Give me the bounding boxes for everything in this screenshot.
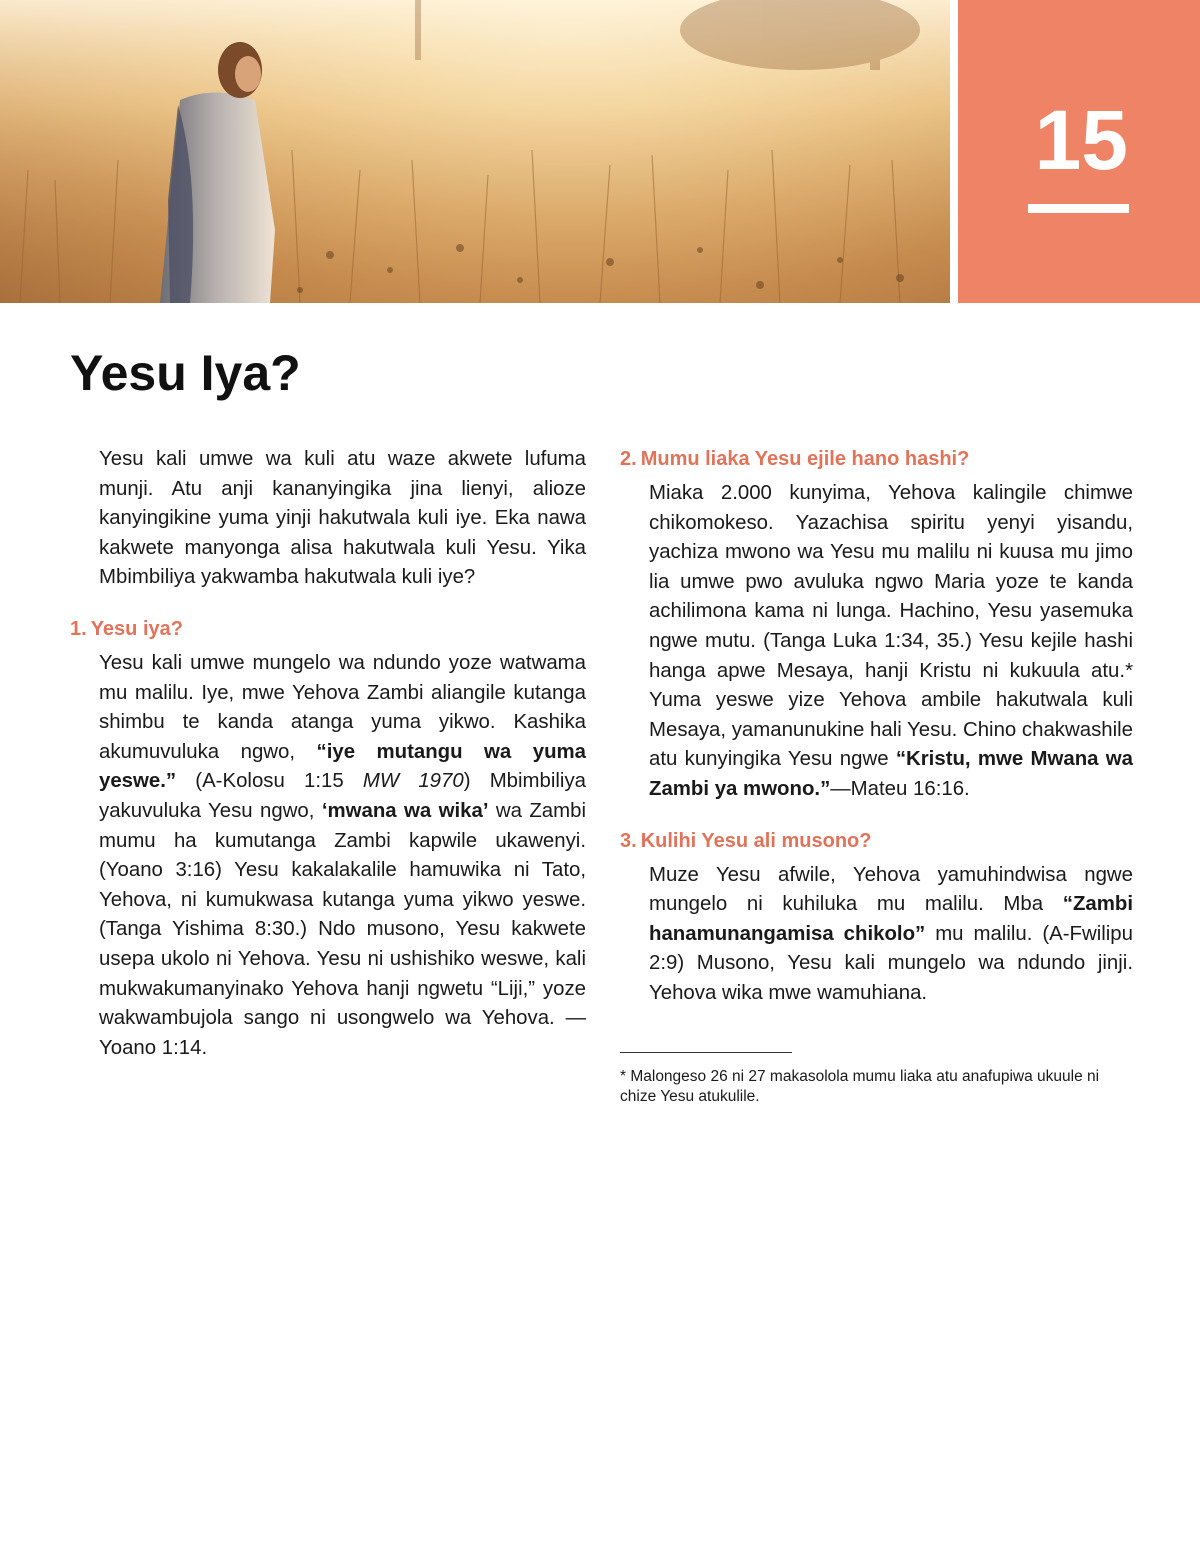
- question-text: Kulihi Yesu ali musono?: [640, 829, 872, 852]
- question-heading: [70, 615, 586, 643]
- answer-paragraph: [649, 861, 1133, 1009]
- question-text: Mumu liaka Yesu ejile hano hashi?: [640, 448, 970, 470]
- right-column: [620, 445, 1133, 1031]
- italic-text: MW 1970: [362, 770, 464, 793]
- question-number: 2.: [620, 448, 637, 470]
- question-text: Yesu iya?: [90, 617, 183, 640]
- question-heading: [620, 827, 1133, 855]
- question-number: 3.: [620, 829, 637, 852]
- bold-quote: “Zambi hanamunangamisa chikolo”: [649, 893, 1133, 945]
- footnote-divider: [620, 1052, 792, 1053]
- hero-image: [0, 0, 950, 303]
- page-title: Yesu Iya?: [70, 345, 301, 401]
- field-scene-illustration: [0, 0, 950, 303]
- text-run: Yesu kali umwe mungelo wa ndundo yoze watwama mu malilu. Iye, mwe Yehova Zambi aliangile kutanga shimbu te kanda atanga yuma yikwo. Kashika akumuvuluka ngwo,: [99, 651, 586, 763]
- lesson-number: 15: [1034, 93, 1128, 187]
- text-run: ) Mbimbiliya yakuvuluka Yesu ngwo,: [99, 770, 586, 822]
- bold-quote: ‘mwana wa wika’: [321, 799, 489, 822]
- text-run: mu malilu. (A-Fwilipu 2:9) Musono, Yesu kali mungelo wa ndundo jinji. Yehova wika mwe wamuhiana.: [649, 922, 1133, 1004]
- bold-quote: “Kristu, mwe Mwana wa Zambi ya mwono.”: [649, 748, 1133, 800]
- left-column: [70, 445, 586, 1085]
- footnote: * Malongeso 26 ni 27 makasolola mumu liaka atu anafupiwa ukuule ni chize Yesu atukulile.: [620, 1068, 1100, 1105]
- question-heading: [620, 445, 1133, 473]
- answer-paragraph: [649, 479, 1133, 805]
- lesson-badge: [958, 0, 1200, 303]
- text-run: wa Zambi mumu ha kumutanga Zambi kapwile ukawenyi. (Yoano 3:16) Yesu kakalakalile hamuwika ni Tato, Yehova, ni kumukwasa kutanga yuma yikwo yeswe. (Tanga Yishima 8:30.) Ndo musono, Yesu kakwete usepa ukolo ni Yehova. Yesu ni ushishiko weswe, kali mukwakumanyinako Yehova hanji ngwetu “Liji,” yoze wakwambujola sango ni usongwelo wa Yehova. —Yoano 1:14.: [99, 799, 586, 1059]
- question-number: 1.: [70, 617, 87, 640]
- text-run: (A-Kolosu 1:15: [176, 770, 363, 793]
- answer-paragraph: [99, 649, 586, 1063]
- text-run: —Mateu 16:16.: [830, 777, 970, 800]
- intro-paragraph: Yesu kali umwe wa kuli atu waze akwete lufuma munji. Atu anji kananyingika jina lienyi, alioze kanyingikine yuma yinji hakutwala kuli iye. Eka nawa kakwete manyonga alisa hakutwala kuli Yesu. Yika Mbimbiliya yakwamba hakutwala kuli iye?: [99, 448, 586, 589]
- bold-quote: “iye mutangu wa yuma yeswe.”: [99, 740, 586, 793]
- text-run: Miaka 2.000 kunyima, Yehova kalingile chimwe chikomokeso. Yazachisa spiritu yenyi yisandu, yachiza mwono wa Yesu mu malilu ni kuusa mu jimo lia umwe pwo avuluka ngwo Maria yoze te kanda achilimona kama ni lunga. Hachino, Yesu yasemuka ngwe mutu. (Tanga Luka 1:34, 35.) Yesu kejile hashi hanga apwe Mesaya, hanji Kristu ni kukuula atu.* Yuma yeswe yize Yehova ambile hakutwala kuli Mesaya, yamanunukine hali Yesu. Chino chakwashile atu kunyingika Yesu ngwe: [649, 482, 1134, 771]
- text-run: Muze Yesu afwile, Yehova yamuhindwisa ngwe mungelo ni kuhiluka mu malilu. Mba: [649, 863, 1133, 916]
- lesson-number-underline: [1028, 204, 1129, 213]
